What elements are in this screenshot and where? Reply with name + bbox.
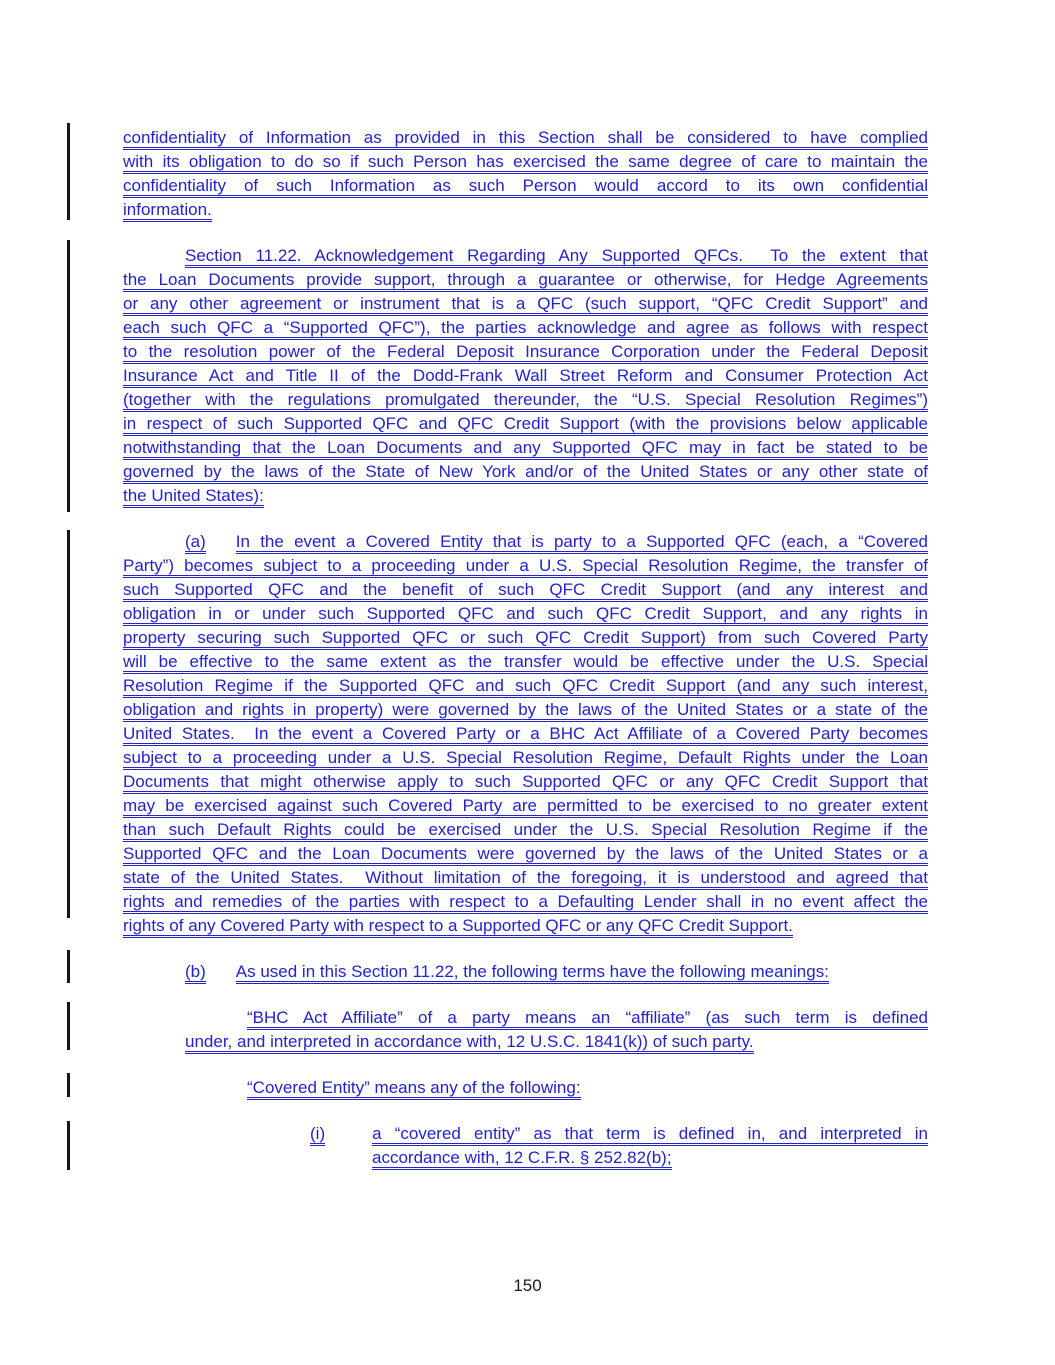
inserted-text: rights and remedies of the parties with respect to a Defaulting Lender shall in no event affect the [123, 892, 928, 914]
text-line [123, 650, 928, 674]
inserted-text: may be exercised against such Covered Party are permitted to be exercised to no greater extent [123, 796, 928, 818]
text-line [123, 530, 928, 554]
inserted-text: in respect of such Supported QFC and QFC Credit Support (with the provisions below applicable [123, 414, 928, 436]
inserted-text: notwithstanding that the Loan Documents and any Supported QFC may in fact be stated to be [123, 438, 928, 460]
text-line [123, 316, 928, 340]
text-block [123, 126, 928, 1170]
text-line [123, 866, 928, 890]
text-line [123, 578, 928, 602]
text-line [310, 1122, 928, 1146]
inserted-text: Section 11.22. Acknowledgement Regarding Any Supported QFCs. To the extent that [185, 246, 928, 268]
text-line [185, 1006, 928, 1030]
text-line [123, 436, 928, 460]
inserted-text: Resolution Regime if the Supported QFC and such QFC Credit Support (and any such interest, [123, 676, 928, 698]
text-line [123, 268, 928, 292]
indent-spacer [185, 1022, 247, 1023]
text-line [123, 818, 928, 842]
inserted-text: will be effective to the same extent as the transfer would be effective under the U.S. Special [123, 652, 928, 674]
inserted-text: property securing such Supported QFC or such QFC Credit Support) from such Covered Party [123, 628, 928, 650]
indent-spacer [206, 546, 236, 547]
text-line [123, 412, 928, 436]
para-section-11-22 [123, 244, 928, 508]
change-bar [67, 950, 70, 983]
inserted-text: (i) [310, 1124, 325, 1146]
para-bhc-act-affiliate [185, 1006, 928, 1054]
text-line [123, 746, 928, 770]
indent-spacer [206, 976, 236, 977]
text-line [123, 244, 928, 268]
inserted-text: a “covered entity” as that term is defined in, and interpreted in [372, 1124, 928, 1146]
text-line [123, 842, 928, 866]
change-bar [67, 123, 70, 220]
inserted-text: United States. In the event a Covered Party or a BHC Act Affiliate of a Covered Party becomes [123, 724, 928, 746]
inserted-text: state of the United States. Without limitation of the foregoing, it is understood and agreed that [123, 868, 928, 890]
inserted-text: governed by the laws of the State of New York and/or of the United States or any other state of [123, 462, 928, 484]
inserted-text: to the resolution power of the Federal Deposit Insurance Corporation under the Federal Deposit [123, 342, 928, 364]
text-line [123, 914, 928, 938]
indent-spacer [123, 546, 185, 547]
text-line [123, 626, 928, 650]
inserted-text: “BHC Act Affiliate” of a party means an “affiliate” (as such term is defined [247, 1008, 928, 1030]
inserted-text: subject to a proceeding under a U.S. Special Resolution Regime, Default Rights under the Loan [123, 748, 928, 770]
page-number: 150 [513, 1276, 542, 1295]
para-b [185, 960, 928, 984]
inserted-text: accordance with, 12 C.F.R. § 252.82(b); [372, 1148, 672, 1170]
inserted-text: Insurance Act and Title II of the Dodd-Frank Wall Street Reform and Consumer Protection Act [123, 366, 928, 388]
text-line [123, 388, 928, 412]
indent-spacer [325, 1138, 372, 1139]
text-line [310, 1146, 928, 1170]
change-bar [67, 1121, 70, 1170]
para-i [310, 1122, 928, 1170]
inserted-text: As used in this Section 11.22, the following terms have the following meanings: [236, 962, 829, 984]
text-line [123, 364, 928, 388]
inserted-text: obligation in or under such Supported QFC and such QFC Credit Support, and any rights in [123, 604, 928, 626]
text-line [123, 174, 928, 198]
change-bar [67, 1002, 70, 1050]
inserted-text: with its obligation to do so if such Person has exercised the same degree of care to maintain the [123, 152, 928, 174]
text-line [123, 460, 928, 484]
inserted-text: or any other agreement or instrument that is a QFC (such support, “QFC Credit Support” and [123, 294, 928, 316]
inserted-text: such Supported QFC and the benefit of such QFC Credit Support (and any interest and [123, 580, 928, 602]
text-line [247, 1076, 928, 1100]
para-confidentiality-continuation [123, 126, 928, 222]
inserted-text: In the event a Covered Entity that is party to a Supported QFC (each, a “Covered [236, 532, 928, 554]
text-line [123, 198, 928, 222]
text-line [123, 126, 928, 150]
text-line [123, 602, 928, 626]
change-bar [67, 1073, 70, 1097]
indent-spacer [123, 260, 185, 261]
inserted-text: Documents that might otherwise apply to such Supported QFC or any QFC Credit Support that [123, 772, 928, 794]
inserted-text: confidentiality of such Information as such Person would accord to its own confidential [123, 176, 928, 198]
text-line [123, 554, 928, 578]
para-a [123, 530, 928, 938]
text-line [123, 794, 928, 818]
text-line [185, 960, 928, 984]
para-covered-entity [247, 1076, 928, 1100]
text-line [123, 340, 928, 364]
text-line [123, 484, 928, 508]
text-line [123, 770, 928, 794]
inserted-text: the Loan Documents provide support, through a guarantee or otherwise, for Hedge Agreements [123, 270, 928, 292]
inserted-text: (a) [185, 532, 206, 554]
change-bar [67, 530, 70, 918]
change-bar [67, 240, 70, 512]
inserted-text: each such QFC a “Supported QFC”), the parties acknowledge and agree as follows with respect [123, 318, 928, 340]
inserted-text: Supported QFC and the Loan Documents were governed by the laws of the United States or a [123, 844, 928, 866]
inserted-text: (b) [185, 962, 206, 984]
text-line [123, 150, 928, 174]
text-line [123, 674, 928, 698]
inserted-text: Party”) becomes subject to a proceeding under a U.S. Special Resolution Regime, the transfer of [123, 556, 928, 578]
inserted-text: under, and interpreted in accordance with, 12 U.S.C. 1841(k)) of such party. [185, 1032, 754, 1054]
indent-spacer [310, 1162, 372, 1163]
inserted-text: information. [123, 200, 212, 222]
text-line [123, 890, 928, 914]
inserted-text: rights of any Covered Party with respect to a Supported QFC or any QFC Credit Support. [123, 916, 793, 938]
text-line [185, 1030, 928, 1054]
inserted-text: the United States): [123, 486, 264, 508]
inserted-text: obligation and rights in property) were governed by the laws of the United States or a state of the [123, 700, 928, 722]
inserted-text: (together with the regulations promulgated thereunder, the “U.S. Special Resolution Regimes”) [123, 390, 928, 412]
inserted-text: than such Default Rights could be exercised under the U.S. Special Resolution Regime if the [123, 820, 928, 842]
inserted-text: “Covered Entity” means any of the following: [247, 1078, 581, 1100]
text-line [123, 722, 928, 746]
text-line [123, 292, 928, 316]
inserted-text: confidentiality of Information as provided in this Section shall be considered to have complied [123, 128, 928, 150]
text-line [123, 698, 928, 722]
